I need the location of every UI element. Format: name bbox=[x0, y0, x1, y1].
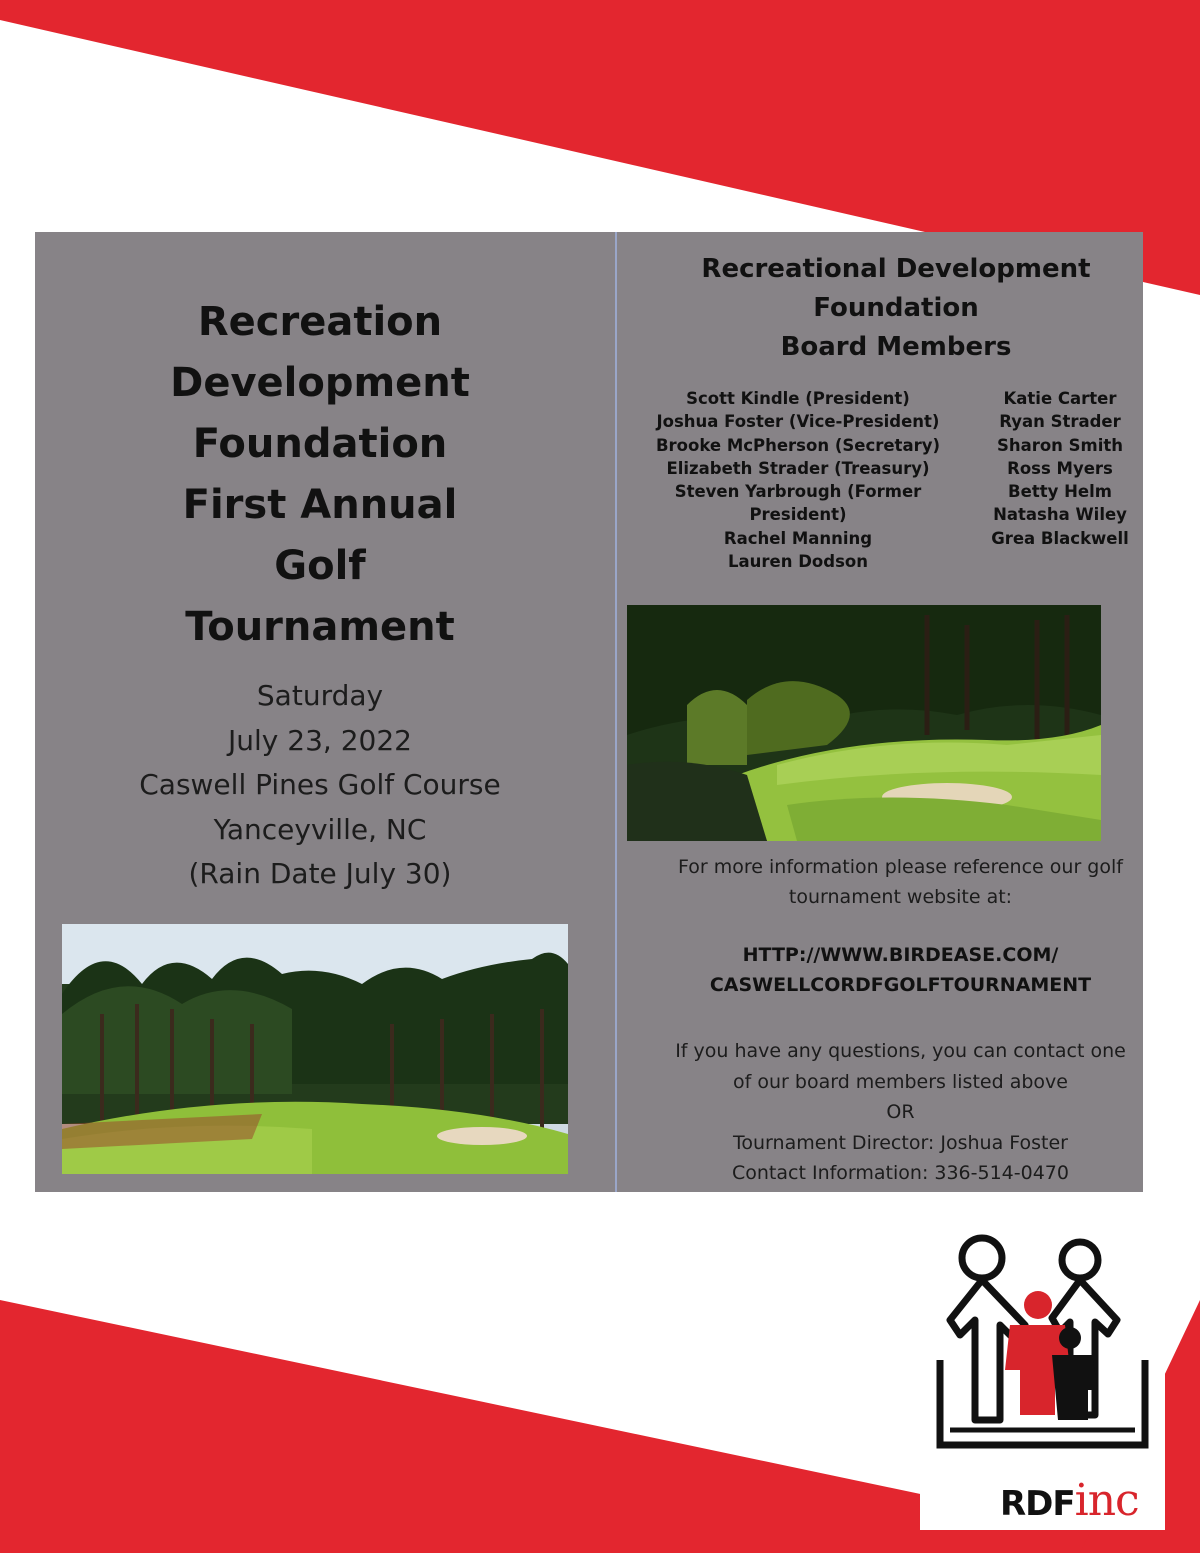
title-line: First Annual bbox=[182, 482, 458, 528]
contact-line: OR bbox=[886, 1101, 915, 1123]
flyer-panel bbox=[35, 232, 1143, 1192]
member-name: Betty Helm bbox=[1008, 482, 1112, 502]
board-title-line: Recreational Development bbox=[701, 254, 1091, 284]
board-members-right bbox=[970, 387, 1150, 550]
contact-text bbox=[618, 1036, 1183, 1189]
info-line: For more information please reference our golf bbox=[678, 856, 1123, 878]
logo-wordmark bbox=[1000, 1475, 1139, 1526]
member-name: Joshua Foster (Vice-President) bbox=[656, 412, 940, 432]
golf-green-photo bbox=[627, 605, 1101, 841]
tournament-title bbox=[95, 292, 545, 658]
contact-line: Tournament Director: Joshua Foster bbox=[733, 1131, 1068, 1154]
url-line[interactable]: HTTP://WWW.BIRDEASE.COM/ bbox=[742, 944, 1059, 966]
event-line: July 23, 2022 bbox=[228, 723, 412, 757]
member-name: Grea Blackwell bbox=[991, 528, 1129, 548]
title-line: Golf bbox=[274, 543, 366, 589]
contact-line: of our board members listed above bbox=[733, 1070, 1068, 1093]
member-name: Lauren Dodson bbox=[728, 552, 868, 572]
url-line[interactable]: CASWELLCORDFGOLFTOURNAMENT bbox=[709, 974, 1092, 996]
member-name: Ryan Strader bbox=[999, 412, 1121, 432]
info-line: tournament website at: bbox=[788, 886, 1013, 908]
board-title bbox=[618, 250, 1174, 367]
member-name: Sharon Smith bbox=[996, 435, 1124, 455]
fold-divider bbox=[615, 232, 617, 1192]
contact-line: Contact Information: 336-514-0470 bbox=[732, 1162, 1069, 1184]
member-name: Elizabeth Strader (Treasury) bbox=[666, 458, 930, 478]
member-name: Brooke McPherson (Secretary) bbox=[655, 435, 941, 455]
board-members-left bbox=[642, 387, 954, 573]
title-line: Foundation bbox=[192, 421, 448, 467]
logo-inc: inc bbox=[1074, 1475, 1139, 1526]
title-line: Development bbox=[170, 360, 470, 406]
board-title-line: Foundation bbox=[813, 293, 979, 323]
member-name: Steven Yarbrough (Former bbox=[674, 482, 922, 502]
board-title-line: Board Members bbox=[780, 332, 1012, 362]
right-column bbox=[618, 232, 1143, 1192]
event-line: Yanceyville, NC bbox=[213, 812, 427, 846]
more-info-text bbox=[618, 852, 1183, 912]
title-line: Tournament bbox=[185, 604, 455, 650]
tournament-website-link[interactable] bbox=[618, 940, 1183, 1000]
member-name: Katie Carter bbox=[1003, 389, 1117, 408]
event-line: Caswell Pines Golf Course bbox=[139, 768, 501, 801]
member-name: President) bbox=[749, 505, 847, 525]
member-name: Rachel Manning bbox=[723, 528, 873, 548]
left-column bbox=[35, 232, 610, 1192]
logo-rdf: RDF bbox=[1000, 1484, 1075, 1524]
member-name: Ross Myers bbox=[1007, 458, 1113, 478]
event-line: (Rain Date July 30) bbox=[188, 857, 452, 890]
member-name: Natasha Wiley bbox=[993, 505, 1127, 525]
title-line: Recreation bbox=[197, 299, 443, 345]
contact-line: If you have any questions, you can contact one bbox=[675, 1040, 1126, 1062]
event-line: Saturday bbox=[256, 679, 384, 712]
golf-course-photo bbox=[62, 924, 568, 1174]
member-name: Scott Kindle (President) bbox=[686, 389, 910, 408]
event-details bbox=[75, 674, 565, 897]
